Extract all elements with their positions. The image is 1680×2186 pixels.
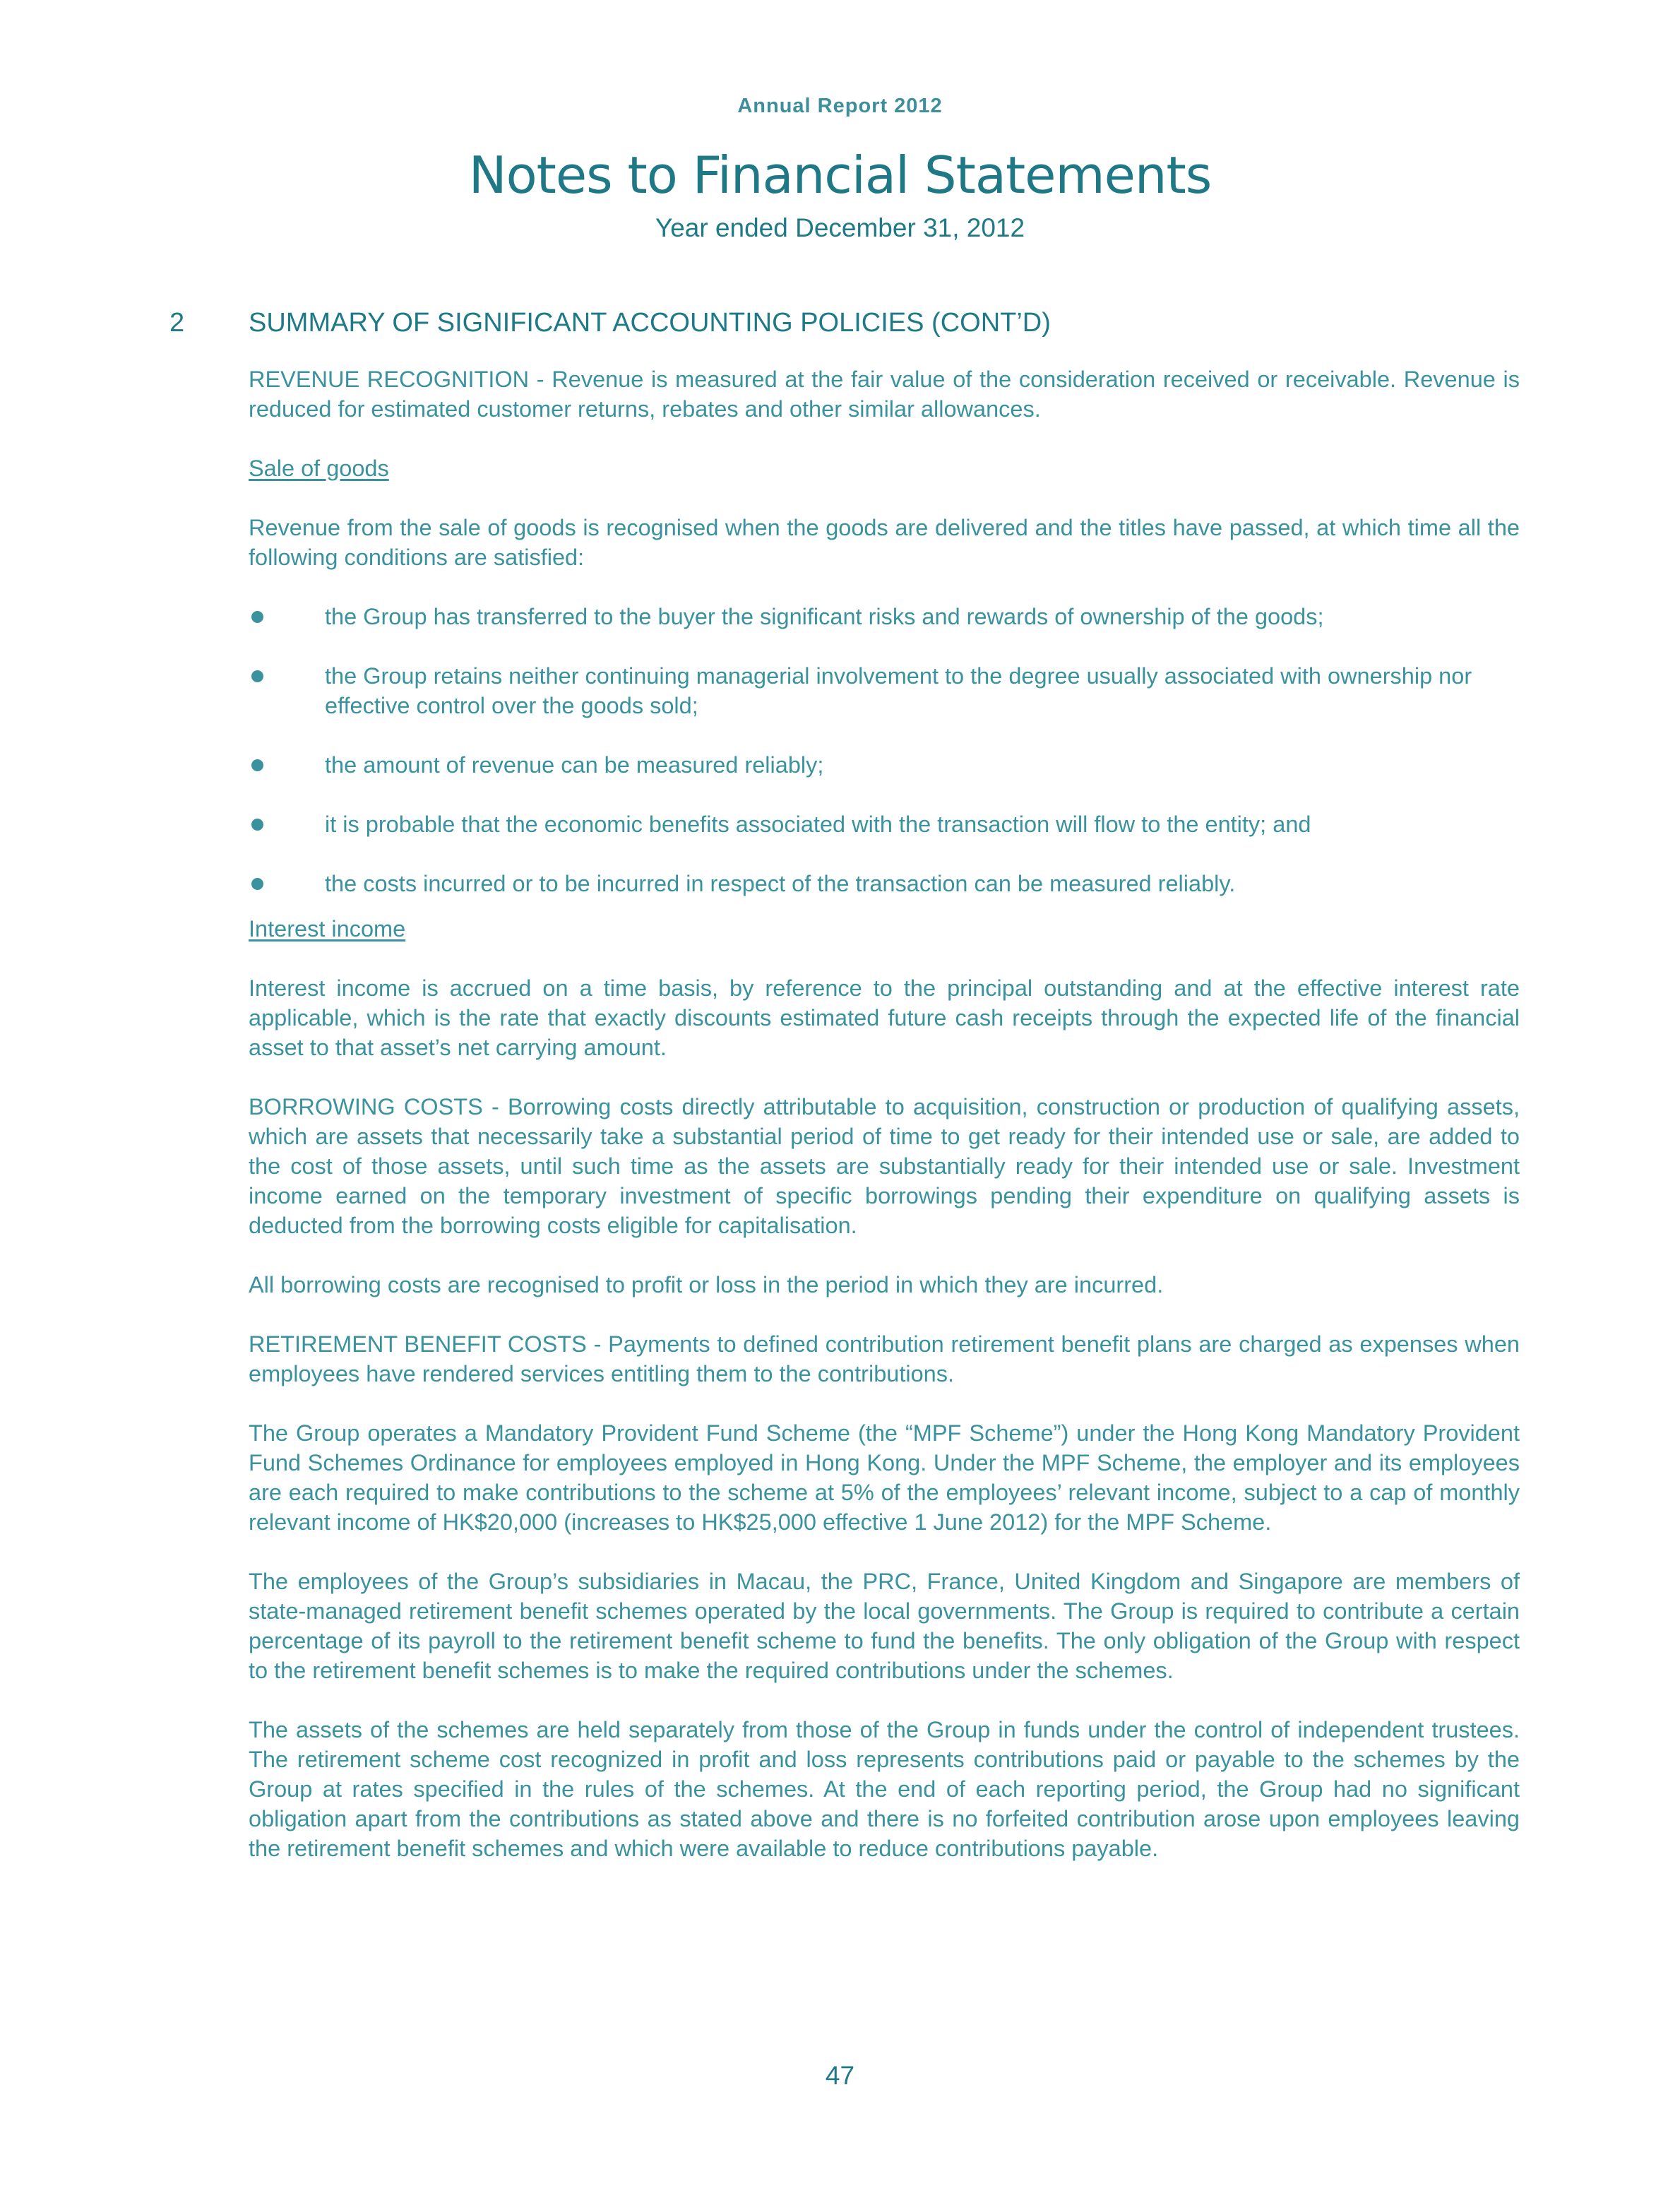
list-item xyxy=(249,661,1520,720)
page-subtitle: Year ended December 31, 2012 xyxy=(655,213,1025,242)
revenue-recognition-paragraph: REVENUE RECOGNITION - Revenue is measured at the fair value of the consideration received or receivable. Revenue is reduced for estimated customer returns, rebates and other similar allowances. xyxy=(249,367,1520,422)
list-item xyxy=(249,869,1520,898)
interest-income-heading: Interest income xyxy=(249,916,406,941)
list-item xyxy=(249,602,1520,631)
scheme-assets-paragraph: The assets of the schemes are held separately from those of the Group in funds under the control of independent trustees. The retirement scheme cost recognized in profit and loss represents contributions paid or payable to the schemes by the Group at rates specified in the rules of the schemes. At the end of each reporting period, the Group had no significant obligation apart from the contributions as stated above and there is no forfeited contribution arose upon employees leaving the retirement benefit schemes and which were available to reduce contributions payable. xyxy=(249,1717,1520,1861)
conditions-list xyxy=(249,602,1520,898)
list-item xyxy=(249,750,1520,780)
bullet-icon xyxy=(251,819,263,831)
sale-of-goods-heading: Sale of goods xyxy=(249,456,389,481)
report-label: Annual Report 2012 xyxy=(737,95,943,117)
sale-of-goods-intro: Revenue from the sale of goods is recognised when the goods are delivered and the titles have passed, at which time all the following conditions are satisfied: xyxy=(249,515,1520,570)
page-title: Notes to Financial Statements xyxy=(468,145,1212,205)
list-item-text: the costs incurred or to be incurred in respect of the transaction can be measured reliably. xyxy=(325,871,1236,896)
list-item-text: the Group retains neither continuing managerial involvement to the degree usually associated with ownership nor effective control over the goods sold; xyxy=(325,663,1472,718)
bullet-icon xyxy=(251,759,263,771)
list-item-text: the Group has transferred to the buyer the significant risks and rewards of ownership of the goods; xyxy=(325,604,1324,629)
page-number: 47 xyxy=(825,2061,855,2090)
list-item-text: it is probable that the economic benefits associated with the transaction will flow to the entity; and xyxy=(325,812,1311,837)
retirement-benefit-costs-paragraph: RETIREMENT BENEFIT COSTS - Payments to defined contribution retirement benefit plans are charged as expenses when employees have rendered services entitling them to the contributions. xyxy=(249,1331,1520,1386)
bullet-icon xyxy=(251,878,263,890)
mpf-scheme-paragraph: The Group operates a Mandatory Provident Fund Scheme (the “MPF Scheme”) under the Hong Kong Mandatory Provident Fund Schemes Ordinance for employees employed in Hong Kong. Under the MPF Scheme, the employer and its employees are each required to make contributions to the scheme at 5% of the employees’ relevant income, subject to a cap of monthly relevant income of HK$20,000 (increases to HK$25,000 effective 1 June 2012) for the MPF Scheme. xyxy=(249,1420,1520,1535)
subsidiaries-schemes-paragraph: The employees of the Group’s subsidiaries in Macau, the PRC, France, United Kingdom and Singapore are members of state-managed retirement benefit schemes operated by the local governments. The Group is required to contribute a certain percentage of its payroll to the retirement benefit scheme to fund the benefits. The only obligation of the Group with respect to the retirement benefit schemes is to make the required contributions under the schemes. xyxy=(249,1569,1520,1683)
bullet-icon xyxy=(251,670,263,682)
list-item-text: the amount of revenue can be measured reliably; xyxy=(325,752,824,778)
section-number: 2 xyxy=(169,308,185,338)
list-item xyxy=(249,809,1520,839)
borrowing-costs-paragraph: BORROWING COSTS - Borrowing costs directly attributable to acquisition, construction or production of qualifying assets, which are assets that necessarily take a substantial period of time to get ready for their intended use or sale, are added to the cost of those assets, until such time as the assets are substantially ready for their intended use or sale. Investment income earned on the temporary investment of specific borrowings pending their expenditure on qualifying assets is deducted from the borrowing costs eligible for capitalisation. xyxy=(249,1094,1520,1238)
section-heading: SUMMARY OF SIGNIFICANT ACCOUNTING POLICIES (CONT’D) xyxy=(249,308,1051,338)
bullet-icon xyxy=(251,611,263,623)
notes-body xyxy=(249,364,1520,1893)
interest-income-paragraph: Interest income is accrued on a time basis, by reference to the principal outstanding and at the effective interest rate applicable, which is the rate that exactly discounts estimated future cash receipts through the expected life of the financial asset to that asset’s net carrying amount. xyxy=(249,975,1520,1060)
borrowing-costs-recognition-paragraph: All borrowing costs are recognised to profit or loss in the period in which they are incurred. xyxy=(249,1272,1164,1297)
